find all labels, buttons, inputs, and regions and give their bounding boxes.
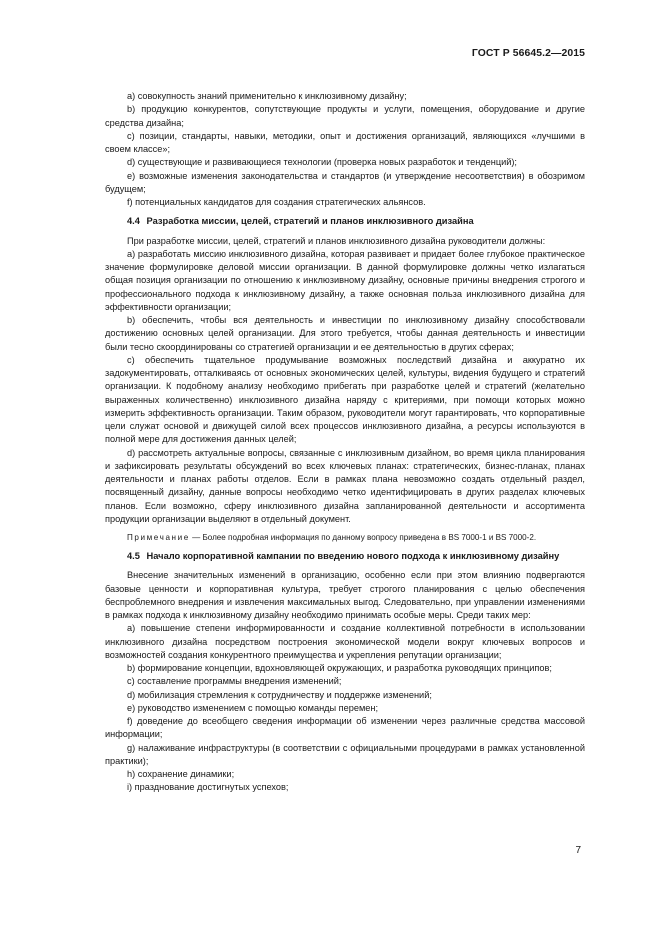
section-heading-4-4 — [105, 215, 585, 228]
list-item: i) празднование достигнутых успехов; — [127, 782, 289, 793]
document-id: ГОСТ Р 56645.2—2015 — [471, 48, 585, 59]
list-item: d) рассмотреть актуальные вопросы, связанные с инклюзивным дизайном, во время цикла планирования и зафиксировать результаты обсуждений во всех ключевых планах: стратегических, бизнес-планах, планах деятельности и планах работы отделов. Если в рамках плана невозможно создать отдельный раздел, посвященный дизайну, данные вопросы необходимо четко идентифицировать в других разделах ключевых планов. Если возможно, сферу инклюзивного дизайна запланированной деятельности и ассортимента продукции организации выделяют в отдельный документ. — [105, 447, 585, 524]
list-item: d) существующие и развивающиеся технологии (проверка новых разработок и тенденций); — [127, 157, 517, 168]
note-text: — Более подробная информация по данному вопросу приведена в BS 7000-1 и BS 7000-2. — [189, 533, 537, 542]
list-item: а) повышение степени информированности и создание коллективной потребности в использовании инклюзивного дизайна посредством построения экономической модели вокруг ключевых вопросов и возможностей создания конкурентного преимущества и укрепления репутации организации; — [105, 623, 585, 660]
page-body — [105, 90, 585, 795]
section-title: Разработка миссии, целей, стратегий и планов инклюзивного дизайна — [146, 216, 474, 227]
section-title: Начало корпоративной кампании по введению нового подхода к инклюзивному дизайну — [146, 551, 560, 561]
list-item: h) сохранение динамики; — [127, 769, 235, 779]
section-intro: Внесение значительных изменений в организацию, особенно если при этом влиянию подвергаются базовые ценности и корпоративная культура, требует строгого планирования с целью обеспечения беспроблемного внедрения и извлечения максимальных выгод. Следовательно, при управлении изменениями в рамках подхода к инклюзивному дизайну необходимо принимать особые меры. Среди таких мер: — [105, 570, 585, 620]
page-number: 7 — [575, 845, 581, 856]
section-number: 4.5 — [127, 551, 140, 561]
section-heading-4-5 — [105, 550, 585, 563]
list-item: b) формирование концепции, вдохновляющей окружающих, и разработка руководящих принципов; — [127, 663, 552, 673]
list-item: d) мобилизация стремления к сотрудничеству и поддержке изменений; — [127, 689, 432, 700]
list-item: с) позиции, стандарты, навыки, методики, опыт и достижения организаций, являющихся «лучшими в своем классе»; — [105, 130, 585, 154]
list-item: а) совокупность знаний применительно к инклюзивному дизайну; — [127, 91, 407, 101]
list-item: а) разработать миссию инклюзивного дизайна, которая развивает и придает более глубокое практическое значение формулировке деловой миссии организации. В данной формулировке должны четко излагаться общая позиция организации по отношению к инклюзивному дизайну, основные причины внедрения строгого и профессионального подхода к инклюзивному дизайну, а также основная польза инклюзивного дизайна для эффективности организации; — [105, 248, 585, 312]
list-item: b) обеспечить, чтобы вся деятельность и инвестиции по инклюзивному дизайну способствовали достижению основных целей организации. Для этого требуется, чтобы данная деятельность и инвестиции были тесно скоординированы со стратегией организации и ее деятельностью в других сферах; — [105, 315, 585, 352]
section-intro: При разработке миссии, целей, стратегий и планов инклюзивного дизайна руководители должны: — [127, 235, 546, 246]
note — [105, 532, 585, 544]
list-item: f) потенциальных кандидатов для создания стратегических альянсов. — [127, 197, 426, 207]
list-item: с) составление программы внедрения изменений; — [127, 676, 342, 687]
list-item: b) продукцию конкурентов, сопутствующие продукты и услуги, помещения, оборудование и другие средства дизайна; — [105, 104, 585, 128]
list-item: f) доведение до всеобщего сведения информации об изменении через различные средства массовой информации; — [105, 716, 585, 740]
note-label: Примечание — [127, 533, 190, 542]
list-item: с) обеспечить тщательное продумывание возможных последствий дизайна и аккуратно их задокументировать, отталкиваясь от основных экономических целей, культуры, видения будущего и стратегий организации. К подобному анализу необходимо прибегать при разработке целей и стратегий (желательно выраженных количественно) инклюзивного дизайна наряду с критериями, при помощи которых можно измерить эффективность организации. Таким образом, руководители могут гарантировать, что корпоративные цели служат основой и движущей силой всех процессов инклюзивного дизайна, а ресурсы используются в полной мере для достижения данных целей; — [105, 354, 585, 445]
section-number: 4.4 — [127, 216, 140, 227]
list-item: е) руководство изменением с помощью команды перемен; — [127, 702, 379, 713]
list-item: е) возможные изменения законодательства и стандартов (и утверждение несоответствия) в обозримом будущем; — [105, 170, 585, 194]
list-item: g) налаживание инфраструктуры (в соответствии с официальными процедурами в рамках установленной практики); — [105, 742, 585, 766]
